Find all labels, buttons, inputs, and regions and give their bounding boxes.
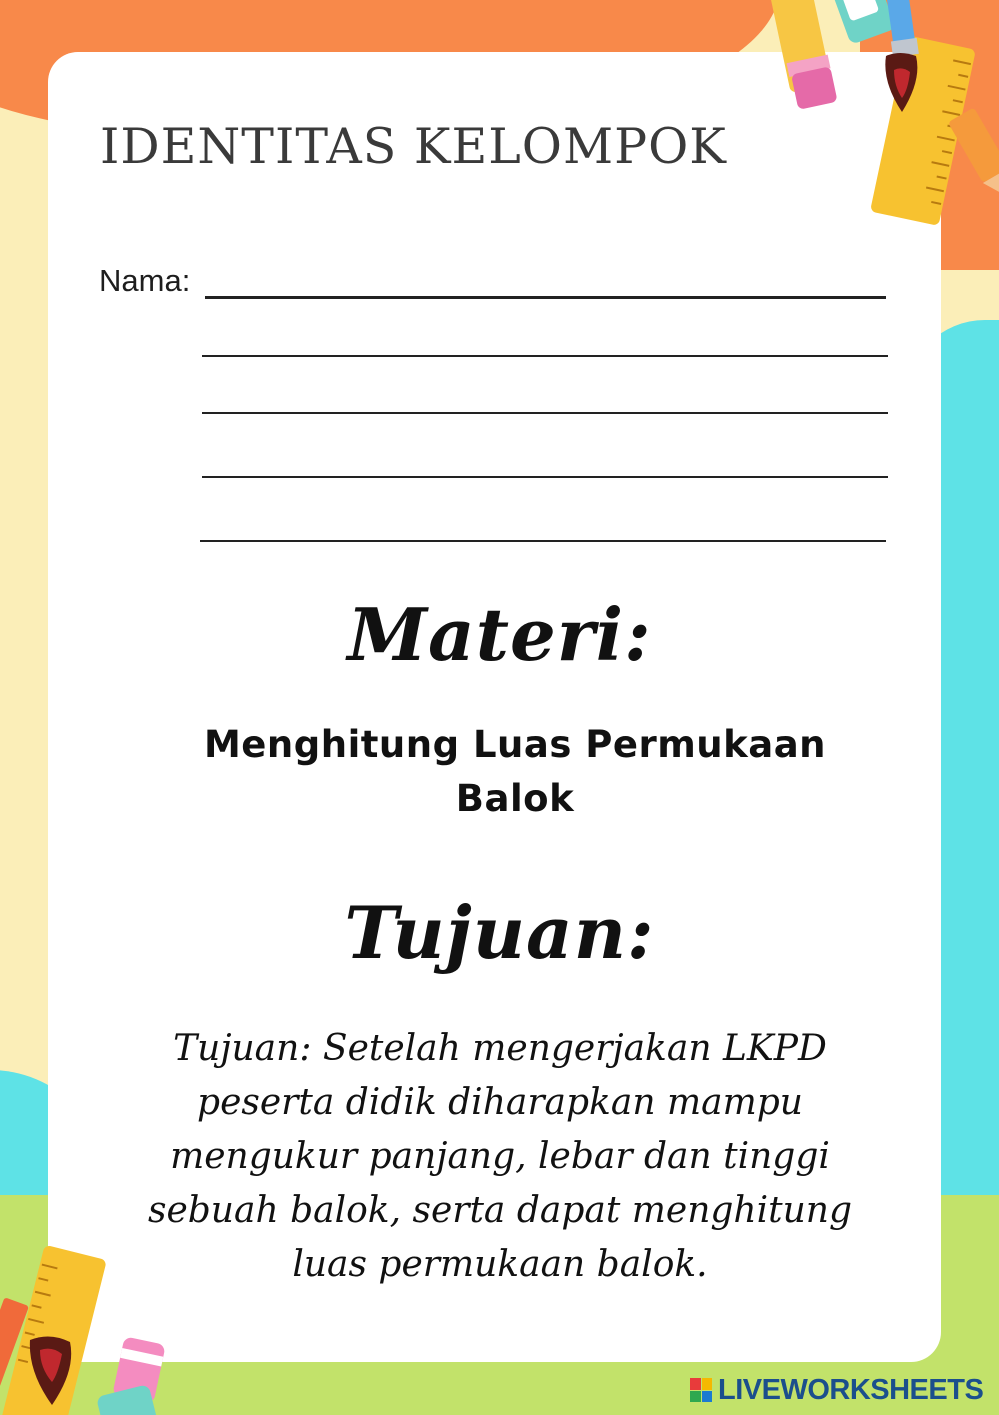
liveworksheets-brand[interactable] xyxy=(690,1374,990,1406)
tujuan-heading: Tujuan: xyxy=(344,890,655,975)
stationery-top-right xyxy=(770,0,999,230)
page-title: IDENTITAS KELOMPOK xyxy=(100,118,727,175)
materi-text: Menghitung Luas Permukaan Balok xyxy=(203,723,827,820)
crayon-icon xyxy=(948,107,999,204)
name-field-line-3[interactable] xyxy=(202,412,888,414)
name-field-line-4[interactable] xyxy=(202,476,888,478)
name-field-line-5[interactable] xyxy=(200,540,886,542)
eraser-icon xyxy=(96,1336,166,1415)
name-label: Nama: xyxy=(99,263,191,298)
name-field-line-2[interactable] xyxy=(202,355,888,357)
materi-heading: Materi: xyxy=(347,592,652,677)
brand-name: LIVEWORKSHEETS xyxy=(718,1373,984,1406)
tujuan-text: Tujuan: Setelah mengerjakan LKPD peserta didik diharapkan mampu mengukur panjang, lebar dan tinggi sebuah balok, serta dapat menghitung luas permukaan balok. xyxy=(147,1028,853,1285)
pencil-icon xyxy=(770,0,838,110)
liveworksheets-logo-icon xyxy=(690,1378,712,1402)
name-field-line-1[interactable] xyxy=(205,296,886,299)
eraser-icon xyxy=(831,0,896,45)
